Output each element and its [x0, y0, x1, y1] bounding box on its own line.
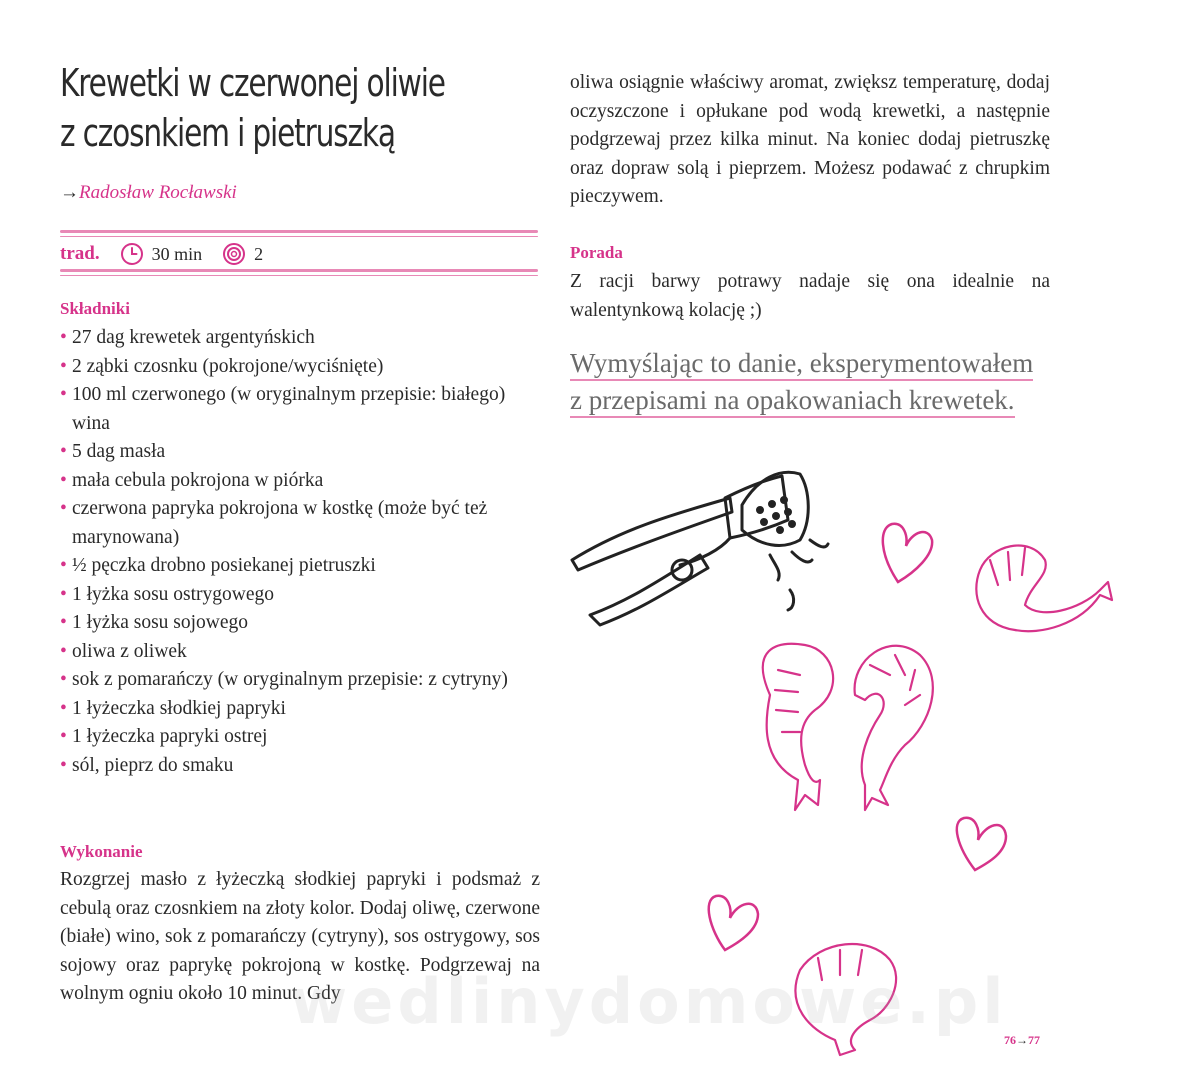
watermark: wedlinydomowe.pl [290, 965, 1008, 1038]
pull-quote-line1: Wymyślając to danie, eksperymentowałem [570, 348, 1033, 381]
ingredient-text: 1 łyżka sosu ostrygowego [72, 583, 275, 605]
recipe-type: trad. [60, 243, 100, 264]
page-number-left: 76 [1004, 1033, 1016, 1047]
bullet-icon: • [60, 384, 67, 405]
bullet-icon: • [60, 726, 67, 747]
servings: 2 [254, 243, 264, 264]
instructions-part2: oliwa osiągnie właściwy aromat, zwiększ temperaturę, dodaj oczyszczone i opłukane pod wodą krewetki, a następnie podgrzewaj przez kilka minut. Na koniec dodaj pietruszkę oraz dopraw solą i pieprzem. Możesz podawać z chrupkim pieczywem. [570, 72, 1050, 207]
ingredient-item [60, 324, 540, 353]
tip-text: Z racji barwy potrawy nadaje się ona idealnie na walentynkową kolację ;) [570, 271, 1050, 321]
bullet-icon: • [60, 441, 67, 462]
meta-bottom-rule-thin [60, 275, 538, 276]
page-number-right: 77 [1028, 1033, 1040, 1047]
heart-icons [709, 524, 1006, 950]
recipe-author [60, 182, 237, 204]
ingredient-item [60, 695, 540, 724]
author-arrow: → [60, 182, 79, 203]
ingredient-text: czerwona papryka pokrojona w kostkę (może być też marynowana) [72, 498, 488, 548]
ingredient-item [60, 666, 540, 695]
ingredient-text: oliwa z oliwek [72, 640, 187, 662]
bullet-icon: • [60, 697, 67, 719]
ingredient-text: 2 ząbki czosnku (pokrojone/wyciśnięte) [72, 355, 384, 377]
pull-quote-line2: z przepisami na opakowaniach krewetek. [570, 385, 1015, 418]
instructions-part1: Rozgrzej masło z łyżeczką słodkiej papryki i podsmaż z cebulą oraz czosnkiem na złoty kolor. Dodaj oliwę, czerwone (białe) wino, sok z pomarańczy (cytryny), sos ostrygowy, sos sojowy oraz paprykę pokrojoną w kostkę. Podgrzewaj na wolnym ogniu około 10 minut. Gdy [60, 869, 540, 1004]
ingredients-list [60, 324, 540, 780]
ingredient-text: sok z pomarańczy (w oryginalnym przepisie: z cytryny) [72, 669, 508, 690]
ingredient-text: 1 łyżeczka słodkiej papryki [72, 697, 286, 719]
page-numbers [1004, 1033, 1040, 1048]
bullet-icon: • [60, 355, 67, 377]
recipe-title-line2: z czosnkiem i pietruszką [60, 111, 395, 155]
ingredient-text: 27 dag krewetek argentyńskich [72, 327, 315, 348]
ingredient-item [60, 353, 540, 382]
meta-top-rule-thin [60, 236, 538, 237]
ingredient-item [60, 552, 540, 581]
garlic-press-icon [572, 472, 828, 625]
ingredient-item [60, 381, 540, 438]
ingredient-item [60, 438, 540, 467]
prep-time: 30 min [151, 243, 203, 264]
bullet-icon: • [60, 583, 67, 605]
bullet-icon: • [60, 612, 67, 633]
ingredient-text: 1 łyżka sosu sojowego [72, 612, 249, 633]
author-name: Radosław Rocławski [79, 182, 237, 203]
pull-quote [570, 345, 1070, 419]
meta-bottom-rule [60, 269, 538, 272]
ingredient-text: ½ pęczka drobno posiekanej pietruszki [72, 555, 376, 576]
ingredient-item [60, 609, 540, 638]
instructions-heading: Wykonanie [60, 842, 143, 861]
ingredient-item [60, 752, 540, 781]
clock-icon [120, 242, 144, 266]
ingredient-item [60, 495, 540, 552]
ingredient-item [60, 638, 540, 667]
bullet-icon: • [60, 754, 67, 776]
bullet-icon: • [60, 469, 67, 491]
page-number-arrow: → [1016, 1033, 1028, 1047]
ingredient-text: 1 łyżeczka papryki ostrej [72, 726, 268, 747]
ingredient-text: sól, pieprz do smaku [72, 754, 234, 776]
ingredient-item [60, 467, 540, 496]
bullet-icon: • [60, 555, 67, 576]
ingredients-heading: Składniki [60, 299, 130, 318]
bullet-icon: • [60, 669, 67, 690]
plate-icon [222, 242, 246, 266]
tip-heading: Porada [570, 243, 623, 262]
recipe-title [60, 58, 445, 158]
recipe-meta [60, 240, 283, 268]
ingredient-item [60, 723, 540, 752]
bullet-icon: • [60, 498, 67, 519]
ingredient-text: 100 ml czerwonego (w oryginalnym przepisie: białego) wina [72, 384, 506, 434]
recipe-title-line1: Krewetki w czerwonej oliwie [60, 61, 445, 105]
ingredient-item [60, 581, 540, 610]
bullet-icon: • [60, 640, 67, 662]
bullet-icon: • [60, 327, 67, 348]
ingredient-text: mała cebula pokrojona w piórka [72, 469, 324, 491]
ingredient-text: 5 dag masła [72, 441, 166, 462]
meta-top-rule [60, 230, 538, 233]
